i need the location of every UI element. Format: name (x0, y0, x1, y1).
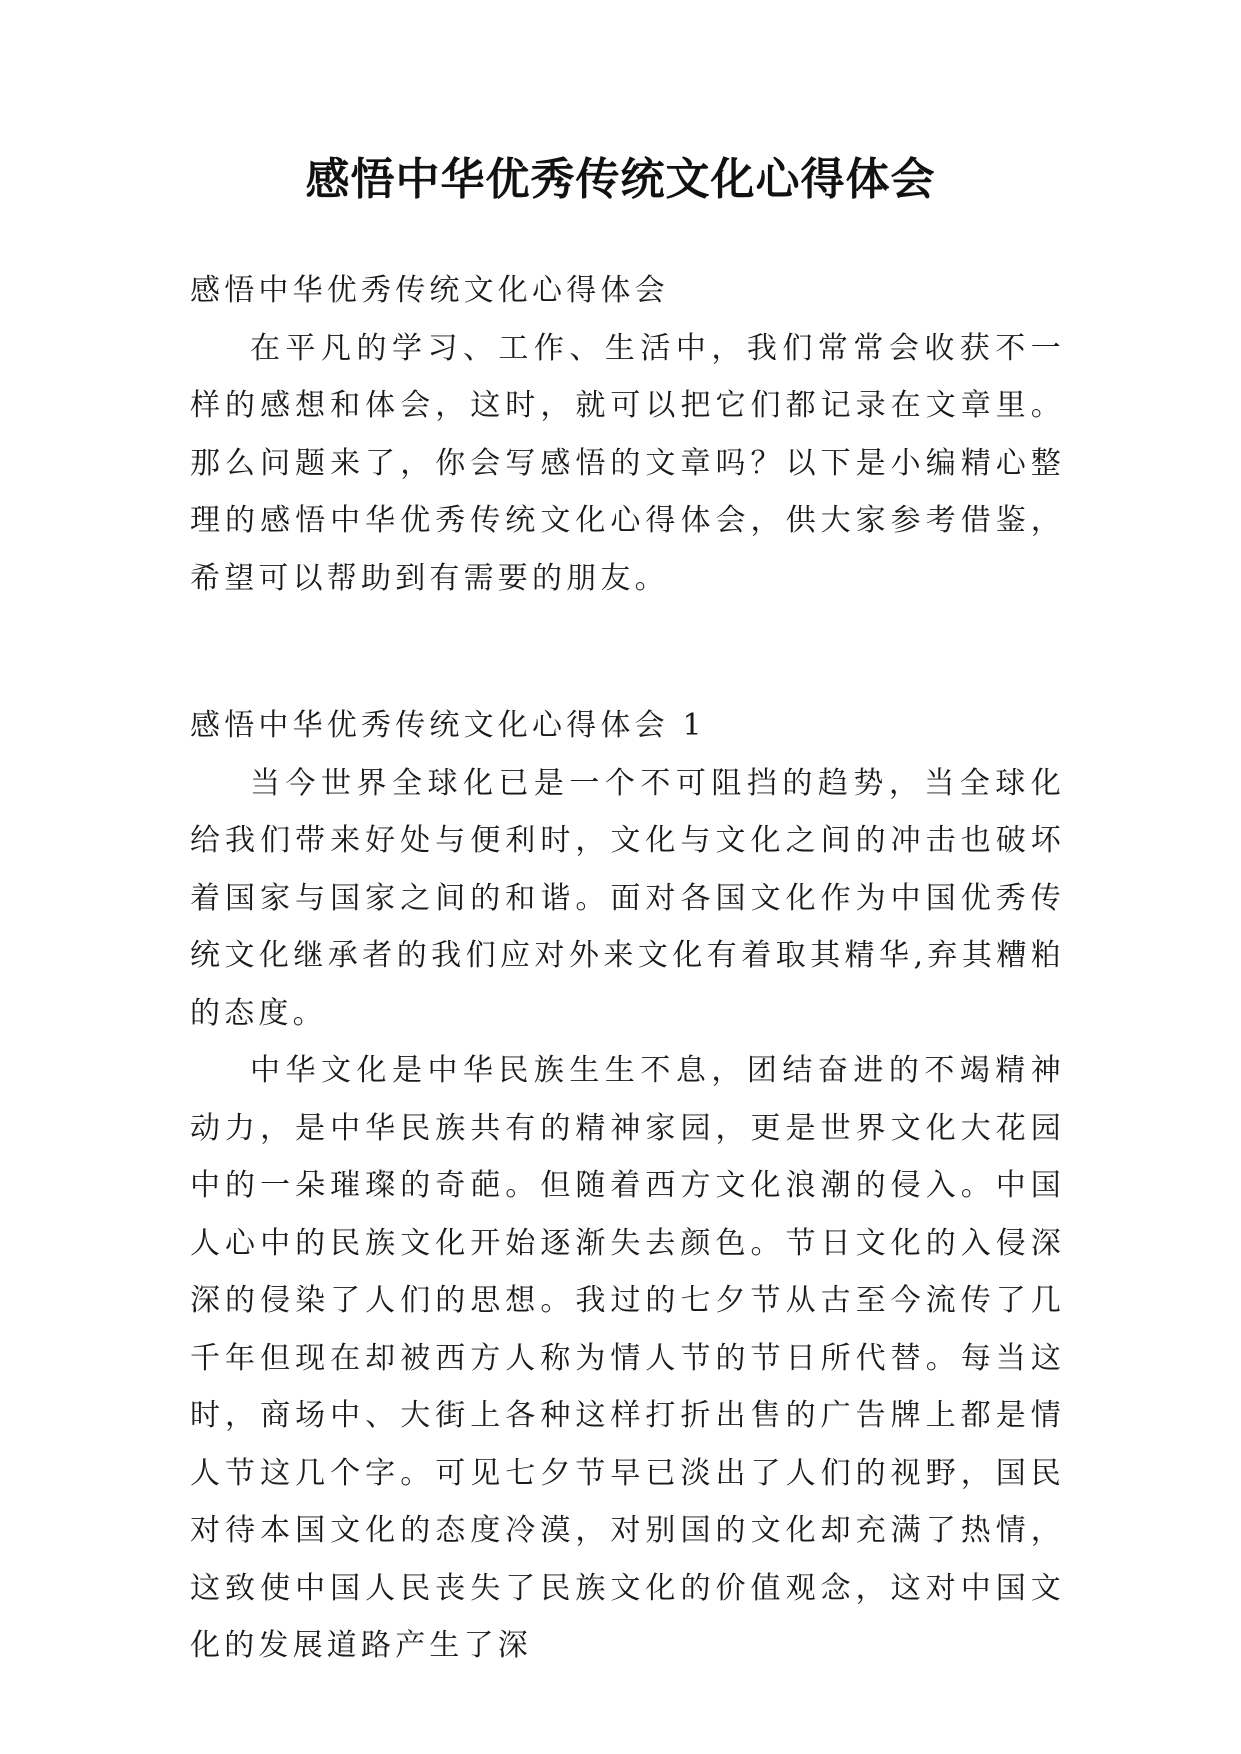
section-1-paragraph: 中华文化是中华民族生生不息，团结奋进的不竭精神动力，是中华民族共有的精神家园，更是世界文化大花园中的一朵璀璨的奇葩。但随着西方文化浪潮的侵入。中国人心中的民族文化开始逐渐失去颜色。节日文化的入侵深深的侵染了人们的思想。我过的七夕节从古至今流传了几千年但现在却被西方人称为情人节的节日所代替。每当这时，商场中、大街上各种这样打折出售的广告牌上都是情人节这几个字。可见七夕节早已淡出了人们的视野，国民对待本国文化的态度冷漠，对别国的文化却充满了热情，这致使中国人民丧失了民族文化的价值观念，这对中国文化的发展道路产生了深 (190, 1053, 1065, 1663)
intro-paragraph: 在平凡的学习、工作、生活中，我们常常会收获不一样的感想和体会，这时，就可以把它们都记录在文章里。那么问题来了，你会写感悟的文章吗？以下是小编精心整理的感悟中华优秀传统文化心得体会，供大家参考借鉴，希望可以帮助到有需要的朋友。 (190, 330, 1065, 596)
document-title: 感悟中华优秀传统文化心得体会 (305, 154, 936, 205)
intro-section (190, 262, 1065, 607)
section-1-paragraph: 当今世界全球化已是一个不可阻挡的趋势，当全球化给我们带来好处与便利时，文化与文化之间的冲击也破坏着国家与国家之间的和谐。面对各国文化作为中国优秀传统文化继承者的我们应对外来文化有着取其精华,弃其糟粕的态度。 (190, 765, 1065, 1031)
intro-heading: 感悟中华优秀传统文化心得体会 (190, 273, 669, 308)
section-1-heading: 感悟中华优秀传统文化心得体会 1 (190, 708, 706, 743)
section-1 (190, 697, 1065, 1675)
